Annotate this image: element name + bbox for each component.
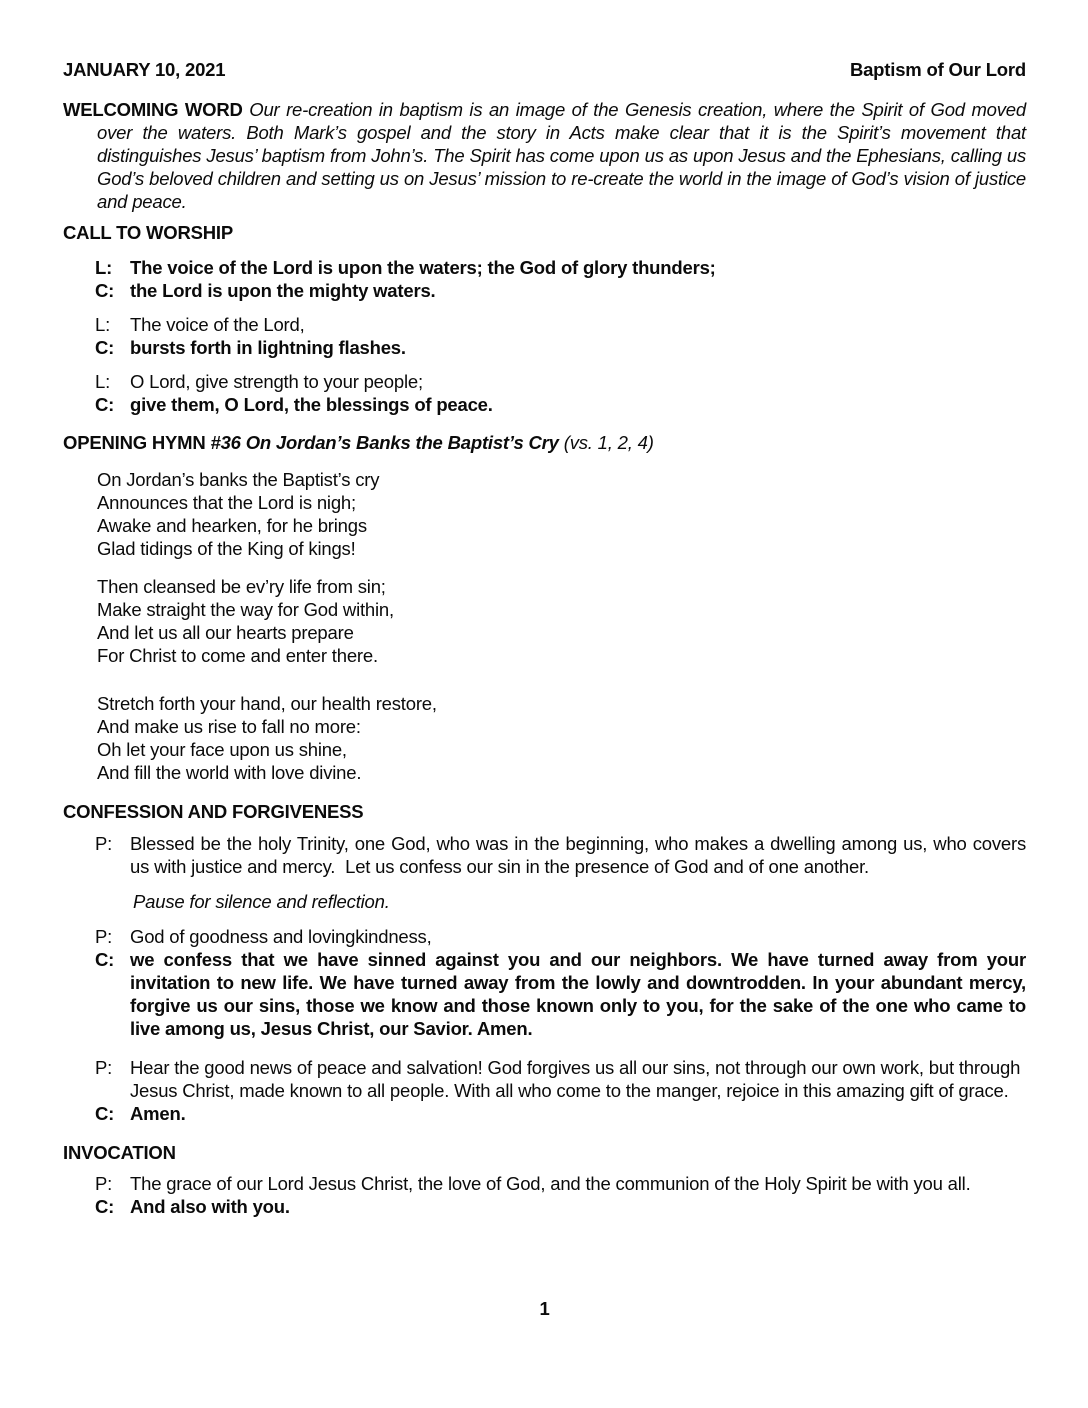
invocation-heading: INVOCATION xyxy=(63,1142,176,1163)
hymn-verse-line: Announces that the Lord is nigh; xyxy=(97,492,356,513)
opening-hymn-label: OPENING HYMN xyxy=(63,432,206,453)
leader-line xyxy=(95,370,1026,393)
people-text: we confess that we have sinned against you and our neighbors. We have turned away from your invitation to new life. We have turned away from the lowly and downtrodden. In your abundant mercy, forgive us our sins, those we know and those known only to you, for the sake of the one who came to live among us, Jesus Christ, our Savior. Amen. xyxy=(130,949,1026,1039)
pastor-line xyxy=(95,832,1026,878)
pastor-line xyxy=(95,925,1026,948)
people-text: And also with you. xyxy=(130,1196,290,1217)
hymn-verse-line: Make straight the way for God within, xyxy=(97,599,394,620)
pastor-text: Blessed be the holy Trinity, one God, who was in the beginning, who makes a dwelling among us, who covers us with justice and mercy. Let us confess our sin in the presence of God and of one another. xyxy=(130,833,1026,877)
hymn-verse xyxy=(97,692,1026,784)
people-line xyxy=(95,1195,1026,1218)
pastor-text: Hear the good news of peace and salvation! God forgives us all our sins, not through our own work, but through Jesus Christ, made known to all people. With all who come to the manger, rejoice in this amazing gift of grace. xyxy=(130,1057,1021,1101)
pastor-line xyxy=(95,1056,1026,1102)
welcoming-word-text: Our re-creation in baptism is an image of the Genesis creation, where the Spirit of God moved over the waters. Both Mark’s gospel and the story in Acts make clear that it is the Spirit’s movement that distinguishes Jesus’ baptism from John’s. The Spirit has come upon us as upon Jesus and the Ephesians, calling us God’s beloved children and setting us on Jesus’ mission to re-create the world in the image of God’s vision of justice and peace. xyxy=(97,99,1026,212)
pastor-text: The grace of our Lord Jesus Christ, the love of God, and the communion of the Holy Spirit be with you all. xyxy=(130,1173,971,1194)
hymn-verse-line: Glad tidings of the King of kings! xyxy=(97,538,356,559)
pastor-label: P: xyxy=(95,1057,113,1078)
pastor-label: P: xyxy=(95,1173,113,1194)
opening-hymn-verses-note: (vs. 1, 2, 4) xyxy=(563,432,654,453)
people-label: C: xyxy=(95,1103,115,1124)
call-response-pair xyxy=(63,256,1026,302)
hymn-verse-line: And let us all our hearts prepare xyxy=(97,622,354,643)
people-line xyxy=(95,336,1026,359)
hymn-verse-line: Stretch forth your hand, our health restore, xyxy=(97,693,437,714)
document-header xyxy=(63,58,1026,81)
hymn-verse xyxy=(97,575,1026,667)
pastor-line xyxy=(95,1172,1026,1195)
people-text: bursts forth in lightning flashes. xyxy=(130,337,406,358)
people-text: the Lord is upon the mighty waters. xyxy=(130,280,436,301)
leader-label: L: xyxy=(95,257,113,278)
opening-hymn-heading xyxy=(63,431,1026,454)
people-line xyxy=(95,279,1026,302)
opening-hymn-title: #36 On Jordan’s Banks the Baptist’s Cry xyxy=(210,432,559,453)
leader-line xyxy=(95,256,1026,279)
call-response-pair xyxy=(63,313,1026,359)
people-label: C: xyxy=(95,394,115,415)
call-response-pair xyxy=(63,370,1026,416)
hymn-verse-line: And fill the world with love divine. xyxy=(97,762,362,783)
people-label: C: xyxy=(95,280,115,301)
call-to-worship-heading: CALL TO WORSHIP xyxy=(63,222,234,243)
pastor-label: P: xyxy=(95,833,113,854)
document-date: JANUARY 10, 2021 xyxy=(63,59,226,80)
people-line xyxy=(95,948,1026,1040)
pastor-label: P: xyxy=(95,926,113,947)
welcoming-word xyxy=(63,98,1026,213)
people-label: C: xyxy=(95,337,115,358)
hymn-verse xyxy=(97,468,1026,560)
pastor-text: God of goodness and lovingkindness, xyxy=(130,926,432,947)
welcoming-word-label: WELCOMING WORD xyxy=(63,99,243,120)
people-line xyxy=(95,1102,1026,1125)
hymn-verse-line: Awake and hearken, for he brings xyxy=(97,515,367,536)
liturgical-rubric: Pause for silence and reflection. xyxy=(133,891,390,912)
people-label: C: xyxy=(95,1196,115,1217)
hymn-verse-line: Then cleansed be ev’ry life from sin; xyxy=(97,576,386,597)
page-number: 1 xyxy=(539,1298,550,1319)
hymn-verse-line: Oh let your face upon us shine, xyxy=(97,739,347,760)
confession-heading: CONFESSION AND FORGIVENESS xyxy=(63,801,364,822)
people-text: Amen. xyxy=(130,1103,186,1124)
leader-text: O Lord, give strength to your people; xyxy=(130,371,423,392)
leader-text: The voice of the Lord is upon the waters; the God of glory thunders; xyxy=(130,257,716,278)
leader-line xyxy=(95,313,1026,336)
people-text: give them, O Lord, the blessings of peace. xyxy=(130,394,493,415)
leader-label: L: xyxy=(95,314,111,335)
hymn-verse-line: And make us rise to fall no more: xyxy=(97,716,361,737)
document-title: Baptism of Our Lord xyxy=(849,59,1026,80)
leader-label: L: xyxy=(95,371,111,392)
people-label: C: xyxy=(95,949,115,970)
hymn-verse-line: On Jordan’s banks the Baptist’s cry xyxy=(97,469,380,490)
leader-text: The voice of the Lord, xyxy=(130,314,305,335)
people-line xyxy=(95,393,1026,416)
hymn-verse-line: For Christ to come and enter there. xyxy=(97,645,378,666)
